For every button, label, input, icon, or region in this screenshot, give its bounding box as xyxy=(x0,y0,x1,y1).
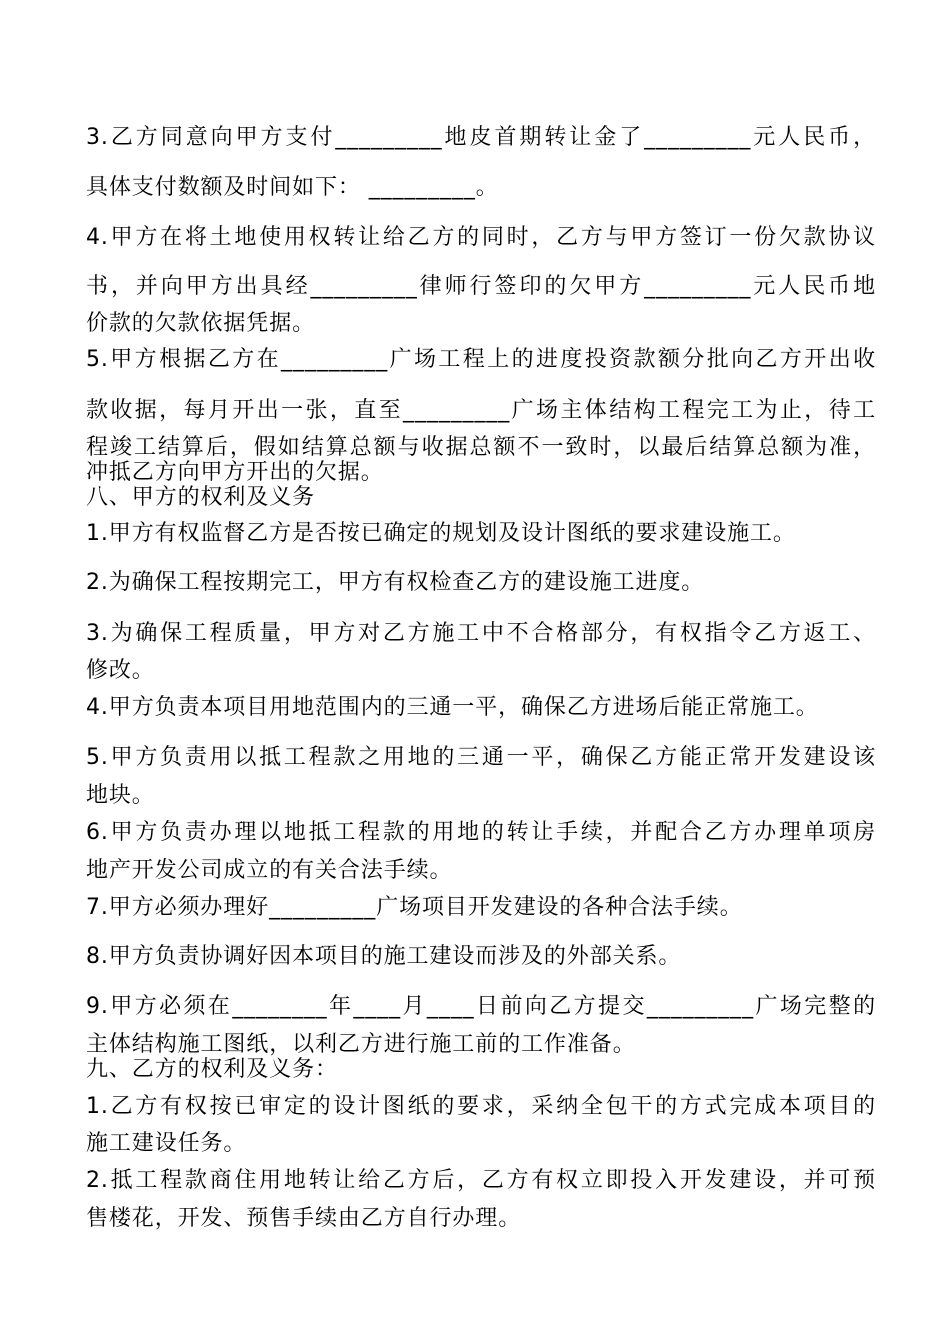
text-line: 2.抵工程款商住用地转让给乙方后，乙方有权立即投入开发建设，并可预 xyxy=(86,1168,876,1193)
text-line: 程竣工结算后，假如结算总额与收据总额不一致时，以最后结算总额为准， xyxy=(86,435,876,460)
text-line: 地产开发公司成立的有关合法手续。 xyxy=(86,858,453,883)
text-line: 9.甲方必须在________年____月____日前向乙方提交_________广场完整的 xyxy=(86,994,876,1019)
text-line: 6.甲方负责办理以地抵工程款的用地的转让手续，并配合乙方办理单项房 xyxy=(86,820,876,845)
text-line: 3.乙方同意向甲方支付_________地皮首期转让金了_________元人民币， xyxy=(86,125,876,150)
text-line: 2.为确保工程按期完工，甲方有权检查乙方的建设施工进度。 xyxy=(86,570,705,595)
text-line: 1.乙方有权按已审定的设计图纸的要求，采纳全包干的方式完成本项目的 xyxy=(86,1094,876,1119)
text-line: 价款的欠款依据凭据。 xyxy=(86,311,316,336)
text-line: 8.甲方负责协调好因本项目的施工建设而涉及的外部关系。 xyxy=(86,944,682,969)
text-line: 3.为确保工程质量，甲方对乙方施工中不合格部分，有权指令乙方返工、 xyxy=(86,621,876,646)
text-line: 款收据，每月开出一张，直至_________广场主体结构工程完工为止，待工 xyxy=(86,398,876,423)
text-line: 5.甲方负责用以抵工程款之用地的三通一平，确保乙方能正常开发建设该 xyxy=(86,745,876,770)
text-line: 7.甲方必须办理好_________广场项目开发建设的各种合法手续。 xyxy=(86,895,743,920)
section-heading: 九、乙方的权利及义务： xyxy=(86,1057,338,1082)
text-line: 冲抵乙方向甲方开出的欠据。 xyxy=(86,460,384,485)
text-line: 主体结构施工图纸，以利乙方进行施工前的工作准备。 xyxy=(86,1032,636,1057)
text-line: 4.甲方负责本项目用地范围内的三通一平，确保乙方进场后能正常施工。 xyxy=(86,695,819,720)
text-line: 地块。 xyxy=(86,783,155,808)
section-heading: 八、甲方的权利及义务 xyxy=(86,485,316,510)
text-line: 1.甲方有权监督乙方是否按已确定的规划及设计图纸的要求建设施工。 xyxy=(86,521,796,546)
text-line: 修改。 xyxy=(86,658,155,683)
text-line: 施工建设任务。 xyxy=(86,1131,247,1156)
text-line: 4.甲方在将土地使用权转让给乙方的同时，乙方与甲方签订一份欠款协议 xyxy=(86,225,876,250)
text-line: 5.甲方根据乙方在_________广场工程上的进度投资款额分批向乙方开出收 xyxy=(86,347,876,372)
text-line: 书，并向甲方出具经_________律师行签印的欠甲方_________元人民币地 xyxy=(86,274,876,299)
text-line: 具体支付数额及时间如下： _________。 xyxy=(86,175,499,200)
text-line: 售楼花，开发、预售手续由乙方自行办理。 xyxy=(86,1206,522,1231)
